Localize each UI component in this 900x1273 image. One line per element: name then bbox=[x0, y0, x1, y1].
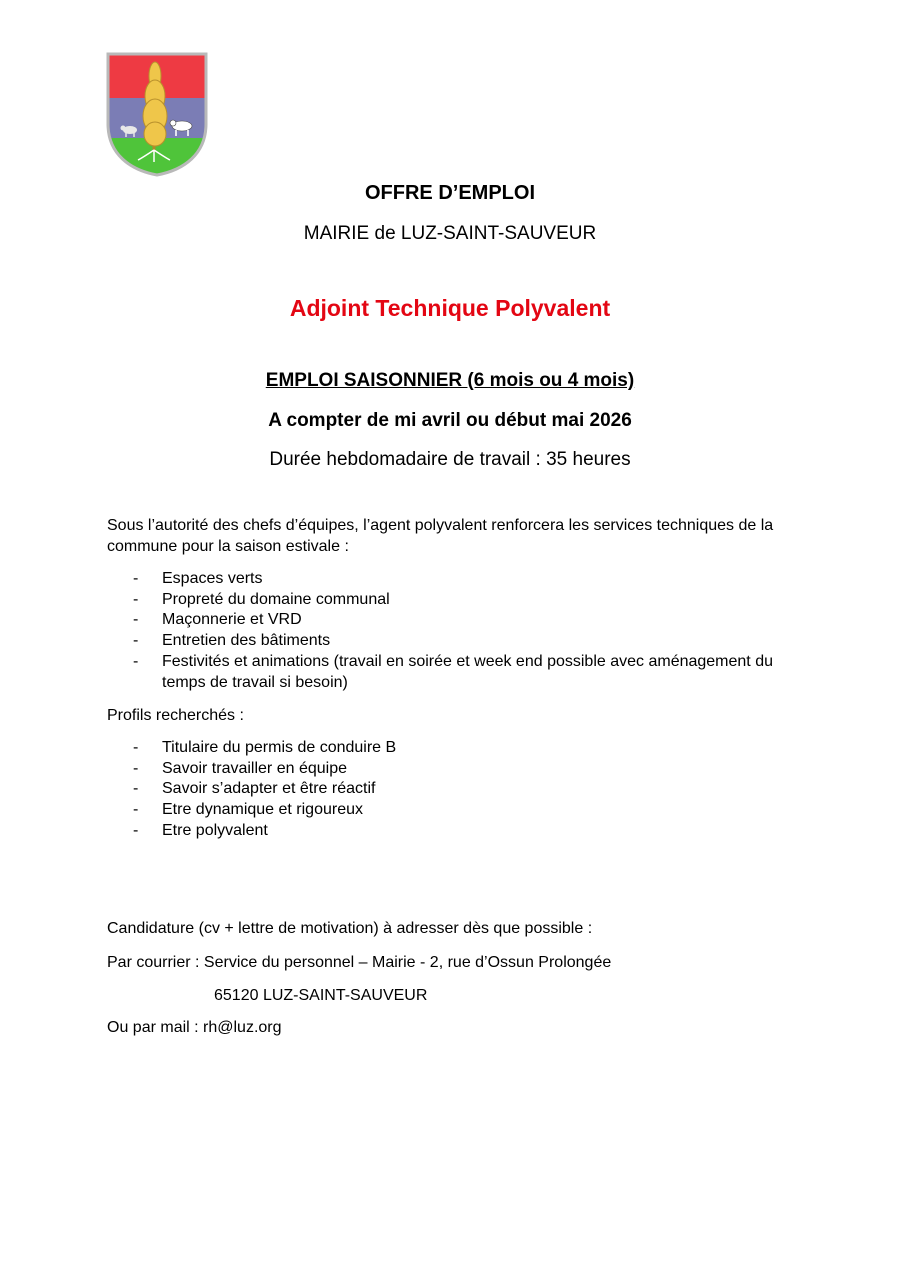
list-item bbox=[107, 590, 797, 611]
profile-text: Etre dynamique et rigoureux bbox=[162, 801, 363, 819]
bullet-dash: - bbox=[133, 632, 139, 650]
list-item bbox=[107, 652, 797, 693]
bullet-dash: - bbox=[133, 590, 139, 608]
profiles-label: Profils recherchés : bbox=[107, 707, 244, 724]
weekly-hours: Durée hebdomadaire de travail : 35 heures bbox=[269, 449, 631, 470]
bullet-dash: - bbox=[133, 801, 139, 819]
application-intro: Candidature (cv + lettre de motivation) à adresser dès que possible : bbox=[107, 920, 593, 937]
list-item bbox=[107, 759, 797, 780]
contact-email: Ou par mail : rh@luz.org bbox=[107, 1019, 282, 1036]
bullet-dash: - bbox=[133, 611, 139, 629]
contract-type-text: EMPLOI SAISONNIER (6 mois ou 4 mois) bbox=[265, 370, 635, 391]
list-item bbox=[107, 631, 797, 652]
list-item bbox=[107, 569, 797, 590]
coat-of-arms-logo bbox=[104, 50, 210, 178]
task-text: Propreté du domaine communal bbox=[162, 590, 390, 608]
postal-address: Par courrier : Service du personnel – Mairie - 2, rue d’Ossun Prolongée bbox=[107, 954, 612, 971]
bullet-dash: - bbox=[133, 780, 139, 798]
job-title: Adjoint Technique Polyvalent bbox=[289, 295, 611, 321]
task-text: Espaces verts bbox=[162, 570, 263, 587]
profile-list bbox=[107, 738, 797, 842]
bullet-dash: - bbox=[133, 759, 139, 777]
page-title: OFFRE D’EMPLOI bbox=[365, 182, 535, 204]
task-list bbox=[107, 569, 797, 693]
profile-text: Etre polyvalent bbox=[162, 821, 268, 839]
list-item bbox=[107, 821, 797, 842]
bullet-dash: - bbox=[133, 570, 139, 587]
bullet-dash: - bbox=[133, 739, 139, 756]
profile-text: Titulaire du permis de conduire B bbox=[162, 739, 397, 756]
task-text: Entretien des bâtiments bbox=[162, 632, 331, 650]
job-description-intro: Sous l’autorité des chefs d’équipes, l’agent polyvalent renforcera les services techniques de la commune pour la saison estivale : bbox=[107, 517, 774, 555]
contract-type bbox=[0, 369, 900, 393]
profile-text: Savoir travailler en équipe bbox=[162, 759, 347, 777]
postal-code-city: 65120 LUZ-SAINT-SAUVEUR bbox=[214, 987, 428, 1004]
list-item bbox=[107, 610, 797, 631]
task-text: Festivités et animations (travail en soirée et week end possible avec aménagement du temps de travail si besoin) bbox=[162, 652, 773, 691]
list-item bbox=[107, 779, 797, 800]
employer-name: MAIRIE de LUZ-SAINT-SAUVEUR bbox=[303, 223, 597, 244]
list-item bbox=[107, 738, 797, 759]
profile-text: Savoir s’adapter et être réactif bbox=[162, 780, 376, 798]
task-text: Maçonnerie et VRD bbox=[162, 611, 302, 629]
bullet-dash: - bbox=[133, 652, 139, 670]
bullet-dash: - bbox=[133, 821, 139, 839]
start-date: A compter de mi avril ou début mai 2026 bbox=[268, 410, 632, 431]
list-item bbox=[107, 800, 797, 821]
